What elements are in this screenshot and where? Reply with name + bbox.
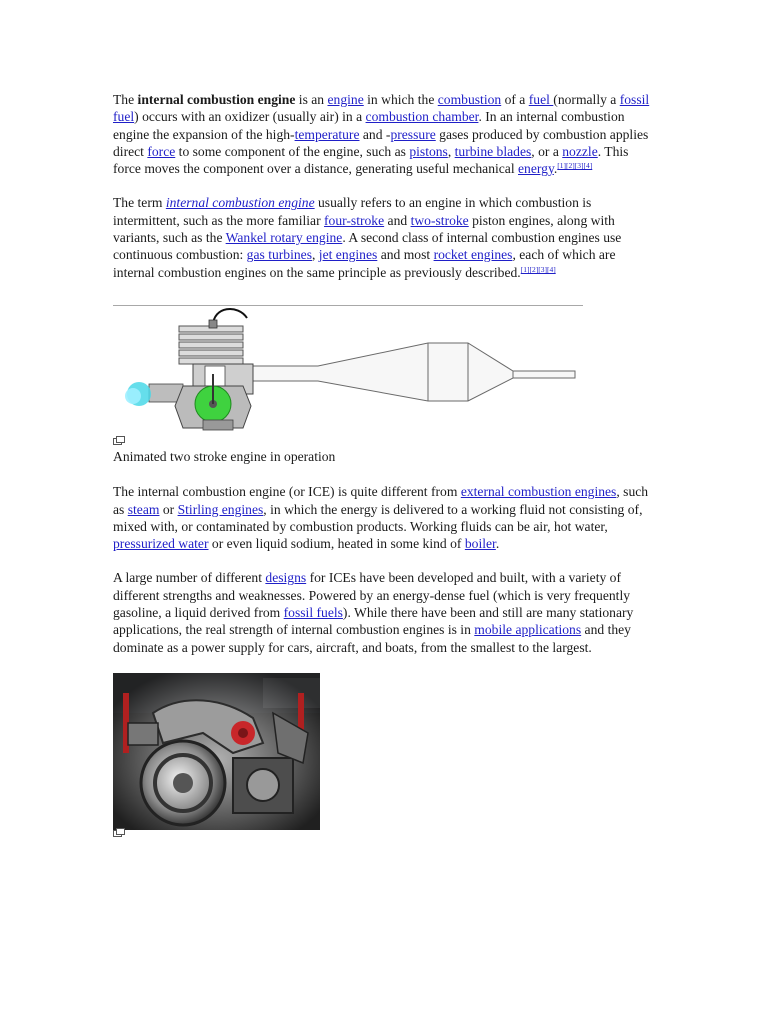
text: usually refers to an engine in which combustion is intermittent, such as the more familiar bbox=[113, 195, 592, 228]
link-fossil-fuels[interactable]: fossil fuels bbox=[283, 605, 343, 621]
link-internal-combustion-engine[interactable]: internal combustion engine bbox=[165, 195, 315, 211]
link-fuel[interactable]: fuel bbox=[528, 92, 554, 107]
link-combustion-chamber[interactable]: combustion chamber bbox=[365, 109, 479, 125]
link-temperature[interactable]: temperature bbox=[294, 126, 360, 142]
text: . In an internal combustion engine the expansion of the high- bbox=[113, 109, 625, 142]
text: and - bbox=[359, 126, 391, 142]
text: . bbox=[553, 161, 558, 177]
text: and most bbox=[377, 247, 434, 263]
link-jet-engines[interactable]: jet engines bbox=[318, 247, 378, 263]
link-rocket-engines[interactable]: rocket engines bbox=[433, 247, 513, 263]
text: The bbox=[113, 92, 138, 107]
paragraph-designs bbox=[113, 569, 658, 655]
two-stroke-engine-illustration bbox=[113, 306, 583, 434]
text: . A second class of internal combustion engines use continuous combustion: bbox=[113, 230, 622, 263]
link-two-stroke[interactable]: two-stroke bbox=[410, 212, 469, 228]
text: The term bbox=[113, 195, 166, 211]
citation-link[interactable]: [1][2][3][4] bbox=[557, 161, 593, 171]
paragraph-intro bbox=[113, 91, 658, 177]
text: of a bbox=[501, 92, 529, 107]
link-boiler[interactable]: boiler bbox=[464, 536, 496, 552]
bold-term: internal combustion engine bbox=[137, 92, 296, 107]
link-pressure[interactable]: pressure bbox=[390, 126, 436, 142]
text: in which the bbox=[363, 92, 438, 107]
text: . This force moves the component over a distance, generating useful mechanical bbox=[113, 143, 629, 177]
figure-caption: Animated two stroke engine in operation bbox=[113, 448, 336, 464]
link-pistons[interactable]: pistons bbox=[409, 143, 448, 159]
link-energy[interactable]: energy bbox=[518, 161, 554, 177]
link-turbine-blades[interactable]: turbine blades bbox=[454, 143, 532, 159]
text: , bbox=[447, 143, 455, 159]
link-pressurized-water[interactable]: pressurized water bbox=[113, 536, 209, 552]
text: , or a bbox=[531, 143, 563, 159]
link-external-combustion-engines[interactable]: external combustion engines bbox=[460, 484, 617, 500]
text: , such as bbox=[113, 484, 649, 517]
text: is an bbox=[295, 92, 328, 107]
citation-link[interactable]: [1][2][3][4] bbox=[520, 264, 556, 274]
text: The internal combustion engine (or ICE) is quite different from bbox=[113, 484, 461, 500]
link-mobile-applications[interactable]: mobile applications bbox=[474, 622, 582, 638]
link-wankel-rotary-engine[interactable]: Wankel rotary engine bbox=[225, 230, 343, 246]
link-nozzle[interactable]: nozzle bbox=[562, 143, 598, 159]
text: and they dominate as a power supply for cars, aircraft, and boats, from the smallest to the largest. bbox=[113, 622, 631, 655]
paragraph-term bbox=[113, 194, 658, 280]
text: piston engines, along with variants, such as the bbox=[113, 212, 615, 246]
link-force[interactable]: force bbox=[147, 143, 176, 159]
text: , in which the energy is delivered to a working fluid not consisting of, mixed with, or contaminated by combustion products. Working fluids can be air, hot water, bbox=[113, 501, 643, 534]
text: gases produced by combustion applies direct bbox=[113, 126, 649, 159]
text: for ICEs have been developed and built, with a variety of different strengths and weaknesses. Powered by an energy-dense fuel (which is very frequently gasoline, a liquid derived from bbox=[113, 570, 631, 621]
text: or even liquid sodium, heated in some kind of bbox=[208, 536, 465, 552]
engine-photo-figure[interactable] bbox=[113, 673, 658, 837]
text: ) occurs with an oxidizer (usually air) in a bbox=[134, 109, 366, 125]
text: (normally a bbox=[553, 92, 620, 107]
text: to some component of the engine, such as bbox=[175, 143, 410, 159]
link-steam[interactable]: steam bbox=[127, 501, 160, 517]
enlarge-icon[interactable] bbox=[113, 436, 125, 445]
link-combustion[interactable]: combustion bbox=[437, 92, 502, 107]
link-fossil-fuel[interactable]: fossil fuel bbox=[113, 92, 650, 125]
link-stirling-engines[interactable]: Stirling engines bbox=[177, 501, 264, 517]
text: or bbox=[159, 501, 178, 517]
text: ). While there have been and still are many stationary applications, the real strength of internal combustion engines is in bbox=[113, 605, 634, 638]
text: and bbox=[384, 212, 411, 228]
text: , each of which are internal combustion engines on the same principle as previously described. bbox=[113, 247, 616, 280]
text: , bbox=[312, 247, 319, 263]
link-gas-turbines[interactable]: gas turbines bbox=[246, 247, 312, 263]
article-body bbox=[113, 91, 658, 840]
link-designs[interactable]: designs bbox=[265, 570, 307, 586]
text: A large number of different bbox=[113, 570, 266, 586]
engine-photo bbox=[113, 673, 320, 830]
link-engine[interactable]: engine bbox=[327, 92, 364, 107]
text: . bbox=[495, 536, 500, 552]
two-stroke-engine-figure[interactable] bbox=[113, 306, 583, 434]
paragraph-comparison bbox=[113, 483, 658, 552]
link-four-stroke[interactable]: four-stroke bbox=[324, 212, 385, 228]
